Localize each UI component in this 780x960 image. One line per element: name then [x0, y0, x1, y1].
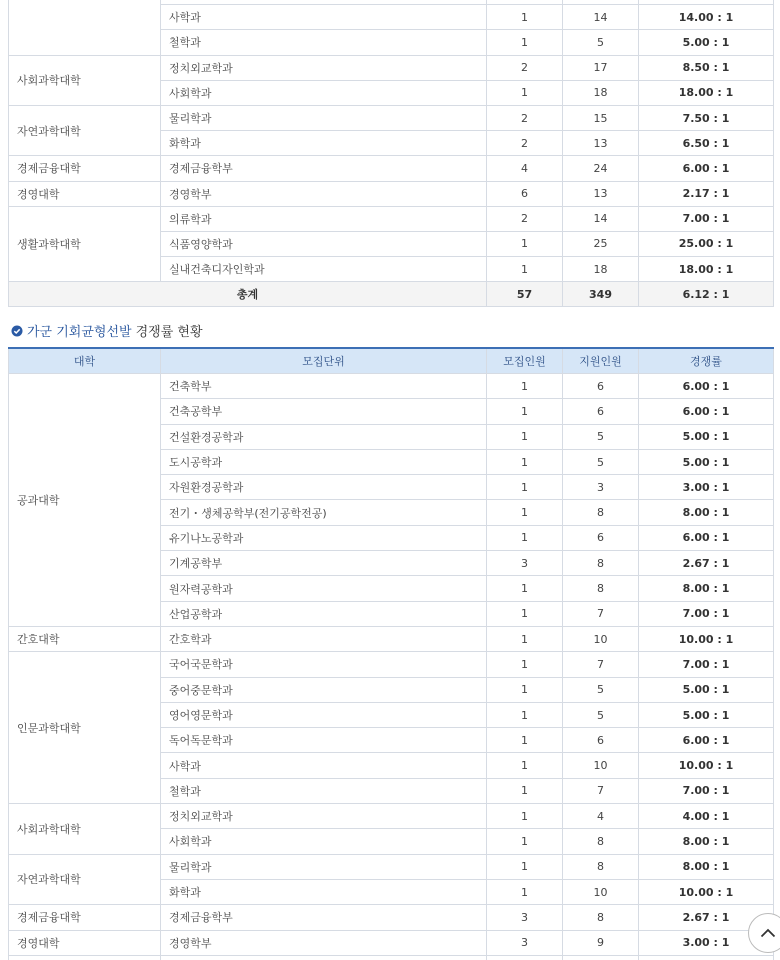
quota-cell: 1: [487, 475, 563, 500]
applicants-cell: 10: [563, 879, 639, 904]
table-row: [9, 156, 774, 181]
unit-cell: 철학과: [161, 778, 487, 803]
ratio-cell: 7.00 : 1: [639, 206, 774, 231]
quota-cell: 1: [487, 804, 563, 829]
total-quota: 57: [487, 282, 563, 307]
college-cell: [9, 955, 161, 960]
applicants-cell: 8: [563, 854, 639, 879]
unit-cell: 경영학부: [161, 181, 487, 206]
unit-cell: 중어중문학과: [161, 677, 487, 702]
quota-cell: 4: [487, 156, 563, 181]
ratio-cell: 8.00 : 1: [639, 500, 774, 525]
applicants-cell: 6: [563, 399, 639, 424]
college-cell: 인문과학대학: [9, 652, 161, 804]
applicants-cell: 10: [563, 753, 639, 778]
applicants-cell: 7: [563, 778, 639, 803]
applicants-cell: 9: [563, 930, 639, 955]
competition-table-2: [8, 347, 774, 960]
section-heading: [11, 321, 203, 340]
quota-cell: 3: [487, 905, 563, 930]
quota-cell: 1: [487, 854, 563, 879]
unit-cell: 철학과: [161, 30, 487, 55]
applicants-cell: 8: [563, 829, 639, 854]
total-applicants: 349: [563, 282, 639, 307]
chevron-up-icon: [760, 928, 776, 938]
ratio-cell: 14.00 : 1: [639, 5, 774, 30]
college-cell: 간호대학: [9, 626, 161, 651]
ratio-cell: 6.00 : 1: [639, 156, 774, 181]
applicants-cell: 3: [563, 475, 639, 500]
table-row: [9, 652, 774, 677]
ratio-cell: 5.00 : 1: [639, 449, 774, 474]
unit-cell: 화학과: [161, 131, 487, 156]
applicants-cell: 13: [563, 181, 639, 206]
applicants-cell: 4: [563, 804, 639, 829]
applicants-cell: 18: [563, 80, 639, 105]
quota-cell: 1: [487, 374, 563, 399]
ratio-cell: 6.00 : 1: [639, 728, 774, 753]
college-cell: 경영대학: [9, 181, 161, 206]
scroll-to-top-button[interactable]: [748, 913, 780, 953]
applicants-cell: 17: [563, 55, 639, 80]
ratio-cell: 8.50 : 1: [639, 55, 774, 80]
competition-table-1: [8, 0, 774, 307]
quota-cell: 3: [487, 930, 563, 955]
quota-cell: 1: [487, 80, 563, 105]
unit-cell: 기계공학부: [161, 551, 487, 576]
quota-cell: 1: [487, 500, 563, 525]
table-row: [9, 55, 774, 80]
applicants-cell: 6: [563, 525, 639, 550]
applicants-cell: 24: [563, 156, 639, 181]
applicants-cell: 5: [563, 677, 639, 702]
ratio-cell: 2.17 : 1: [639, 181, 774, 206]
college-cell: 경제금융대학: [9, 905, 161, 930]
ratio-cell: 10.00 : 1: [639, 626, 774, 651]
quota-cell: 1: [487, 829, 563, 854]
applicants-cell: 14: [563, 206, 639, 231]
unit-cell: 영어영문학과: [161, 702, 487, 727]
ratio-cell: 6.00 : 1: [639, 374, 774, 399]
ratio-cell: 5.00 : 1: [639, 30, 774, 55]
college-cell: 경제금융대학: [9, 156, 161, 181]
quota-cell: 1: [487, 399, 563, 424]
college-cell: [9, 0, 161, 55]
applicants-cell: 8: [563, 905, 639, 930]
quota-cell: 2: [487, 206, 563, 231]
unit-cell: 의류학과: [161, 206, 487, 231]
quota-cell: 6: [487, 181, 563, 206]
applicants-cell: 10: [563, 626, 639, 651]
table-row: [9, 181, 774, 206]
ratio-cell: 5.00 : 1: [639, 702, 774, 727]
quota-cell: 1: [487, 5, 563, 30]
quota-cell: 1: [487, 778, 563, 803]
applicants-cell: 5: [563, 702, 639, 727]
table-row: [9, 374, 774, 399]
quota-cell: 1: [487, 231, 563, 256]
applicants-cell: 18: [563, 257, 639, 282]
ratio-cell: 3.00 : 1: [639, 930, 774, 955]
unit-cell: 실내건축디자인학과: [161, 257, 487, 282]
unit-cell: 산업공학과: [161, 601, 487, 626]
applicants-cell: 5: [563, 424, 639, 449]
ratio-cell: 2.67 : 1: [639, 905, 774, 930]
ratio-cell: 4.00 : 1: [639, 804, 774, 829]
applicants-cell: 8: [563, 576, 639, 601]
unit-cell: 식품영양학과: [161, 231, 487, 256]
quota-cell: 2: [487, 105, 563, 130]
applicants-cell: 25: [563, 231, 639, 256]
ratio-cell: 6.50 : 1: [639, 131, 774, 156]
college-cell: 사회과학대학: [9, 804, 161, 855]
college-cell: 생활과학대학: [9, 206, 161, 282]
unit-cell: 도시공학과: [161, 449, 487, 474]
ratio-cell: 8.00 : 1: [639, 829, 774, 854]
quota-cell: 3: [487, 551, 563, 576]
quota-cell: 1: [487, 449, 563, 474]
quota-cell: 1: [487, 652, 563, 677]
ratio-cell: 18.00 : 1: [639, 257, 774, 282]
total-row: [9, 282, 774, 307]
header-applicants: 지원인원: [563, 348, 639, 374]
quota-cell: 1: [487, 728, 563, 753]
applicants-cell: 6: [563, 728, 639, 753]
applicants-cell: 15: [563, 105, 639, 130]
unit-cell: 유기나노공학과: [161, 525, 487, 550]
ratio-cell: 5.00 : 1: [639, 424, 774, 449]
unit-cell: 자원환경공학과: [161, 475, 487, 500]
table-row: [9, 854, 774, 879]
unit-cell: 건축학부: [161, 374, 487, 399]
quota-cell: 1: [487, 424, 563, 449]
college-cell: 사회과학대학: [9, 55, 161, 105]
ratio-cell: 7.00 : 1: [639, 601, 774, 626]
unit-cell: 사회학과: [161, 80, 487, 105]
ratio-cell: [639, 955, 774, 960]
quota-cell: 1: [487, 525, 563, 550]
header-unit: 모집단위: [161, 348, 487, 374]
ratio-cell: 7.00 : 1: [639, 652, 774, 677]
total-label: 총계: [9, 282, 487, 307]
quota-cell: 1: [487, 753, 563, 778]
ratio-cell: 10.00 : 1: [639, 879, 774, 904]
unit-cell: 정치외교학과: [161, 804, 487, 829]
quota-cell: 2: [487, 131, 563, 156]
ratio-cell: 6.00 : 1: [639, 399, 774, 424]
ratio-cell: 3.00 : 1: [639, 475, 774, 500]
applicants-cell: 8: [563, 551, 639, 576]
total-ratio: 6.12 : 1: [639, 282, 774, 307]
ratio-cell: 25.00 : 1: [639, 231, 774, 256]
quota-cell: 1: [487, 30, 563, 55]
applicants-cell: 8: [563, 500, 639, 525]
ratio-cell: 7.00 : 1: [639, 778, 774, 803]
header-college: 대학: [9, 348, 161, 374]
unit-cell: 물리학과: [161, 105, 487, 130]
ratio-cell: 8.00 : 1: [639, 576, 774, 601]
applicants-cell: 13: [563, 131, 639, 156]
unit-cell: 전기・생체공학부(전기공학전공): [161, 500, 487, 525]
quota-cell: 1: [487, 257, 563, 282]
unit-cell: 원자력공학과: [161, 576, 487, 601]
unit-cell: 경제금융학부: [161, 156, 487, 181]
unit-cell: 건설환경공학과: [161, 424, 487, 449]
unit-cell: 간호학과: [161, 626, 487, 651]
quota-cell: 1: [487, 626, 563, 651]
table-row: [9, 206, 774, 231]
quota-cell: 2: [487, 55, 563, 80]
unit-cell: 경영학부: [161, 930, 487, 955]
table-row: [9, 804, 774, 829]
applicants-cell: 7: [563, 601, 639, 626]
unit-cell: 건축공학부: [161, 399, 487, 424]
quota-cell: 1: [487, 576, 563, 601]
table-row: [9, 105, 774, 130]
quota-cell: 1: [487, 601, 563, 626]
applicants-cell: [563, 955, 639, 960]
college-cell: 공과대학: [9, 374, 161, 627]
table-row: [9, 955, 774, 960]
ratio-cell: 7.50 : 1: [639, 105, 774, 130]
unit-cell: 정치외교학과: [161, 55, 487, 80]
applicants-cell: 6: [563, 374, 639, 399]
ratio-cell: 6.00 : 1: [639, 525, 774, 550]
ratio-cell: 18.00 : 1: [639, 80, 774, 105]
unit-cell: 독어독문학과: [161, 728, 487, 753]
college-cell: 자연과학대학: [9, 105, 161, 155]
unit-cell: 사회학과: [161, 829, 487, 854]
applicants-cell: 7: [563, 652, 639, 677]
table-row: [9, 626, 774, 651]
ratio-cell: 10.00 : 1: [639, 753, 774, 778]
quota-cell: 1: [487, 702, 563, 727]
unit-cell: 화학과: [161, 879, 487, 904]
section-title-rest: 경쟁률 현황: [135, 325, 203, 340]
header-ratio: 경쟁률: [639, 348, 774, 374]
unit-cell: 경제금융학부: [161, 905, 487, 930]
applicants-cell: 5: [563, 30, 639, 55]
ratio-cell: 8.00 : 1: [639, 854, 774, 879]
college-cell: 자연과학대학: [9, 854, 161, 905]
ratio-cell: 5.00 : 1: [639, 677, 774, 702]
unit-cell: 사학과: [161, 5, 487, 30]
ratio-cell: 2.67 : 1: [639, 551, 774, 576]
section-title-highlight: 가군 기회균형선발: [27, 325, 132, 340]
table-row: [9, 905, 774, 930]
header-quota: 모집인원: [487, 348, 563, 374]
check-circle-icon: [11, 325, 23, 337]
quota-cell: [487, 955, 563, 960]
quota-cell: 1: [487, 677, 563, 702]
quota-cell: 1: [487, 879, 563, 904]
table-header-row: [9, 348, 774, 374]
unit-cell: [161, 955, 487, 960]
college-cell: 경영대학: [9, 930, 161, 955]
applicants-cell: 14: [563, 5, 639, 30]
unit-cell: 사학과: [161, 753, 487, 778]
unit-cell: 물리학과: [161, 854, 487, 879]
table-row: [9, 930, 774, 955]
applicants-cell: 5: [563, 449, 639, 474]
unit-cell: 국어국문학과: [161, 652, 487, 677]
